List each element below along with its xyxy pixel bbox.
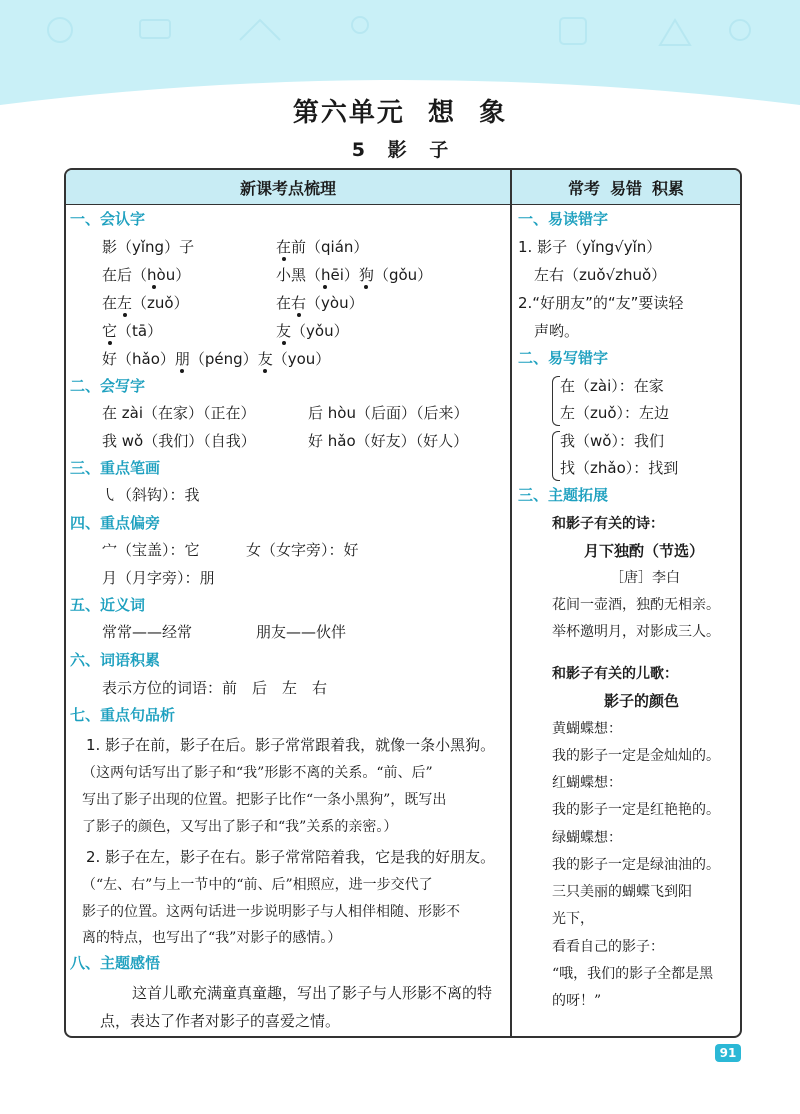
song-line: 光下， — [552, 911, 594, 927]
recognize-rest: （gǒu） — [373, 266, 433, 284]
lesson-word-1: 影 — [387, 139, 407, 161]
song-line: 看看自己的影子： — [552, 939, 664, 955]
brace — [552, 376, 560, 426]
word-accumulation: 表示方位的词语：前 后 左 右 — [102, 679, 328, 697]
sentence-note: 离的特点，也写出了“我”对影子的感情。） — [82, 930, 342, 946]
recognize-rest: （zuǒ） — [132, 294, 189, 312]
miswrite-item: 找（zhǎo）：找到 — [560, 459, 679, 477]
section-heading: 一、易读错字 — [518, 210, 609, 228]
right-header-2: 易错 — [609, 178, 642, 198]
recognize-word — [102, 349, 330, 369]
poem-line: 举杯邀明月，对影成三人。 — [552, 624, 720, 640]
unit-theme-1: 想 — [427, 98, 456, 128]
section-heading: 三、重点笔画 — [70, 459, 161, 477]
dotted-char: 左 — [117, 294, 133, 312]
dotted-char: 朋 — [174, 350, 190, 368]
sentence-note: 影子的位置。这两句话进一步说明影子与人相伴相随、形影不 — [82, 904, 460, 920]
poem-intro: 和影子有关的诗： — [552, 516, 664, 532]
song-title: 影子的颜色 — [604, 692, 680, 710]
radical-item: 宀（宝盖）：它 — [102, 541, 200, 559]
poem-author: ［唐］李白 — [610, 570, 680, 586]
left-header: 新课考点梳理 — [66, 170, 510, 205]
section-heading: 一、会认字 — [70, 210, 146, 228]
right-header-1: 常考 — [567, 178, 600, 198]
recognize-rest: （yòu） — [306, 294, 364, 312]
section-heading: 七、重点句品析 — [70, 706, 176, 724]
dotted-char: 友 — [257, 350, 273, 368]
lesson-number: 5 — [351, 139, 365, 161]
recognize-word — [276, 293, 364, 313]
unit-theme-2: 象 — [479, 98, 508, 128]
recognize-rest: （péng） — [189, 350, 258, 368]
recognize-word — [102, 321, 162, 341]
poem-title: 月下独酌（节选） — [584, 542, 705, 560]
song-line: 我的影子一定是绿油油的。 — [552, 857, 720, 873]
section-heading: 五、近义词 — [70, 596, 146, 614]
sentence-note: （这两句话写出了影子和“我”形影不离的关系。“前、后” — [82, 765, 433, 781]
page-number: 91 — [715, 1044, 741, 1062]
recognize-rest: 前（qián） — [291, 238, 369, 256]
miswrite-item: 在（zài）：在家 — [560, 377, 664, 395]
section-heading: 二、会写字 — [70, 377, 146, 395]
recognize-word — [102, 265, 190, 285]
song-line: 三只美丽的蝴蝶飞到阳 — [552, 884, 692, 900]
recognize-rest: 在 — [102, 266, 118, 284]
song-line: 绿蝴蝶想： — [552, 830, 622, 846]
dotted-char: 在 — [276, 238, 292, 256]
radical-item: 月（月字旁）：朋 — [102, 569, 215, 587]
theme-text: 点，表达了作者对影子的喜爱之情。 — [100, 1012, 341, 1030]
dotted-char: 它 — [102, 322, 118, 340]
miswrite-item: 左（zuǒ）：左边 — [560, 404, 670, 422]
write-word: 好 hǎo（好友）（好人） — [308, 432, 469, 450]
radical-item: 女（女字旁）：好 — [246, 541, 359, 559]
content-frame — [64, 168, 742, 1038]
theme-text: 这首儿歌充满童真童趣，写出了影子与人形影不离的特 — [132, 984, 493, 1002]
recognize-rest: 在 — [276, 294, 292, 312]
synonym-pair: 朋友——伙伴 — [256, 623, 347, 641]
dotted-char: 右 — [291, 294, 307, 312]
miswrite-item: 我（wǒ）：我们 — [560, 432, 664, 450]
unit-title — [0, 92, 800, 129]
section-heading: 三、主题拓展 — [518, 486, 609, 504]
recognize-rest: （tā） — [117, 322, 163, 340]
recognize-word — [102, 293, 189, 313]
recognize-rest: 好（hǎo） — [102, 350, 175, 368]
write-word: 后 hòu（后面）（后来） — [308, 404, 469, 422]
stroke-item: ㇂（斜钩）：我 — [102, 486, 200, 504]
key-sentence: 1. 影子在前，影子在后。影子常常跟着我，就像一条小黑狗。 — [86, 736, 496, 754]
misread-item: 1. 影子（yǐng√yǐn） — [518, 238, 662, 256]
recognize-word — [276, 265, 432, 285]
sentence-note: （“左、右”与上一节中的“前、后”相照应，进一步交代了 — [82, 877, 433, 893]
section-heading: 四、重点偏旁 — [70, 514, 161, 532]
recognize-word: 影（yǐng）子 — [102, 238, 195, 256]
lesson-word-2: 子 — [429, 139, 449, 161]
section-heading: 二、易写错字 — [518, 349, 609, 367]
write-word: 我 wǒ（我们）（自我） — [102, 432, 256, 450]
right-header — [512, 170, 740, 205]
song-line: 的呀！” — [552, 993, 602, 1009]
song-intro: 和影子有关的儿歌： — [552, 666, 678, 682]
key-sentence: 2. 影子在左，影子在右。影子常常陪着我，它是我的好朋友。 — [86, 848, 496, 866]
dotted-char: 后（hòu） — [117, 266, 191, 284]
song-line: “哦，我们的影子全都是黑 — [552, 966, 714, 982]
recognize-rest: （you） — [272, 350, 331, 368]
recognize-rest: 小 — [276, 266, 292, 284]
song-line: 我的影子一定是红艳艳的。 — [552, 802, 720, 818]
right-header-3: 积累 — [652, 178, 685, 198]
section-heading: 八、主题感悟 — [70, 954, 161, 972]
sentence-note: 写出了影子出现的位置。把影子比作“一条小黑狗”，既写出 — [82, 792, 447, 808]
section-heading: 六、词语积累 — [70, 651, 161, 669]
dotted-char: 狗 — [358, 266, 374, 284]
song-line: 黄蝴蝶想： — [552, 721, 622, 737]
sentence-note: 了影子的颜色，又写出了影子和“我”关系的亲密。） — [82, 819, 398, 835]
recognize-word — [276, 321, 349, 341]
write-word: 在 zài（在家）（正在） — [102, 404, 256, 422]
poem-line: 花间一壶酒，独酌无相亲。 — [552, 597, 720, 613]
dotted-char: 友 — [276, 322, 292, 340]
misread-item: 左右（zuǒ√zhuǒ） — [534, 266, 667, 284]
lesson-title — [0, 135, 800, 162]
synonym-pair: 常常——经常 — [102, 623, 193, 641]
unit-name: 第六单元 — [292, 98, 405, 128]
song-line: 红蝴蝶想： — [552, 775, 622, 791]
misread-item: 2.“好朋友”的“友”要读轻 — [518, 294, 684, 312]
dotted-char: 黑（hēi） — [291, 266, 359, 284]
recognize-rest: 在 — [102, 294, 118, 312]
column-divider — [510, 170, 512, 1036]
song-line: 我的影子一定是金灿灿的。 — [552, 748, 720, 764]
recognize-rest: （yǒu） — [291, 322, 349, 340]
brace — [552, 431, 560, 481]
recognize-word — [276, 237, 368, 257]
misread-item: 声哟。 — [534, 322, 580, 340]
